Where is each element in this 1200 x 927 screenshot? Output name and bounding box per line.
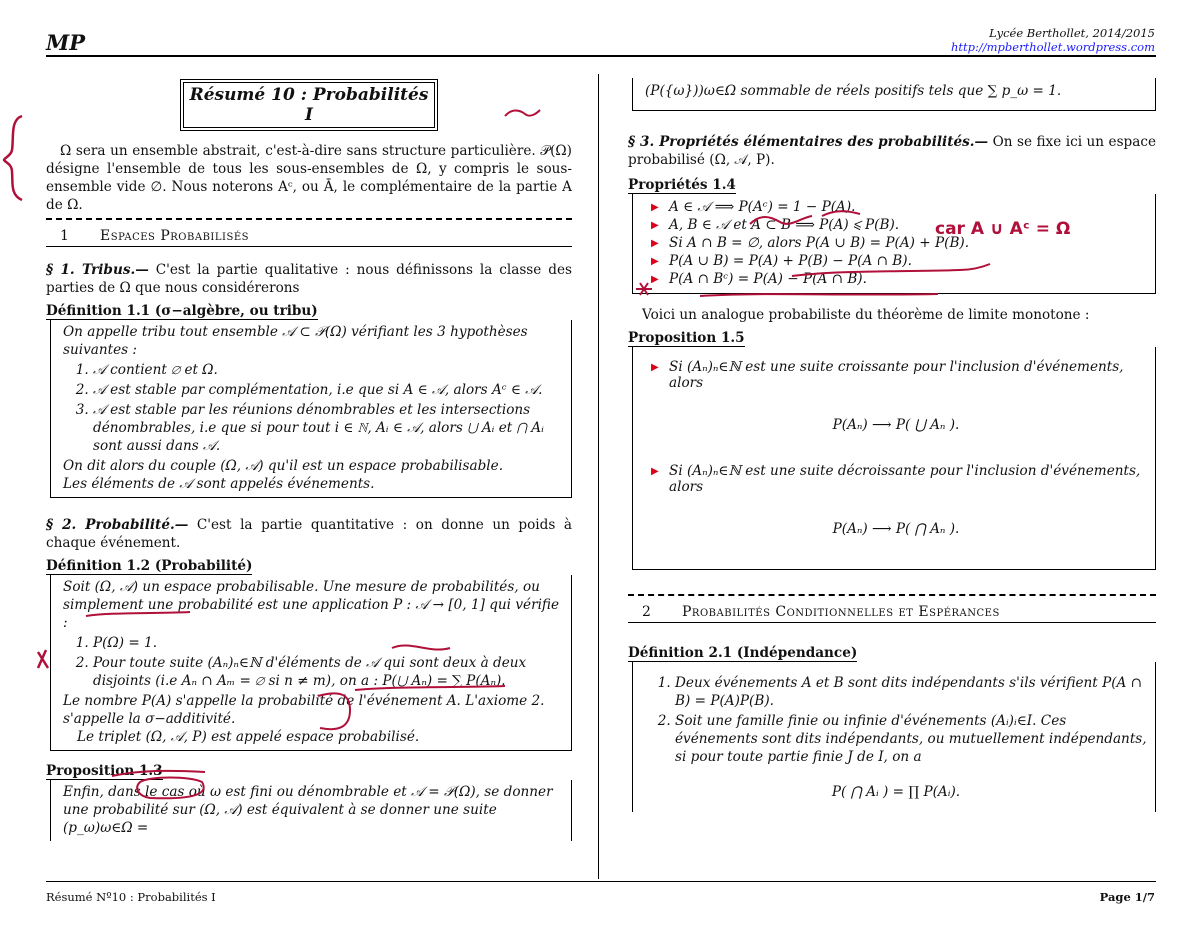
column-divider [598,74,599,879]
definition-conclusion: Le nombre P(A) s'appelle la probabilité de l'événement A. L'axiome 2. s'appelle la σ−additivité. [63,693,545,727]
header-logo: MP [46,30,86,55]
definition-1-1-box [50,320,572,498]
definition-item: 1. 𝒜 contient ∅ et Ω. [93,361,563,379]
section-number: 2 [642,604,652,620]
property-item: ▶ A, B ∈ 𝒜 et A ⊂ B ⟹ P(A) ⩽ P(B). [651,217,1147,233]
analog-sentence: Voici un analogue probabiliste du théorème de limite monotone : [642,307,1090,323]
section-number: 1 [60,228,70,244]
definition-1-2-box [50,575,572,751]
definition-item: 2. Pour toute suite (Aₙ)ₙ∈ℕ d'éléments de 𝒜 qui sont deux à deux disjoints (i.e Aₙ ∩ Aₘ = ∅ si n ≠ m), on a : P(⋃ Aₙ) = ∑ P(Aₙ). [93,654,563,690]
proposition-item: ▶ Si (Aₙ)ₙ∈ℕ est une suite croissante pour l'inclusion d'événements, alors [651,359,1147,391]
proposition-1-3-heading: Proposition 1.3 [46,763,163,779]
proposition-text: (P({ω}))ω∈Ω sommable de réels positifs tels que ∑ p_ω = 1. [645,83,1062,99]
page-number: Page 1/7 [1099,890,1155,904]
blog-link[interactable]: http://mpberthollet.wordpress.com [951,40,1155,54]
limit-formula-intersection: P(Aₙ) ⟶ P( ⋂ Aₙ ). [832,521,960,537]
definition-intro: Soit (Ω, 𝒜) un espace probabilisable. Une mesure de probabilités, ou simplement une probabilité est une application P : 𝒜 → [0, 1] qui vérifie : [63,579,560,631]
subsection-tribus [46,261,572,297]
subsection-text: C'est la partie qualitative : nous définissons la classe des parties de Ω que nous considérerons [46,262,572,296]
right-column [628,70,1156,812]
proposition-1-5-box [632,347,1156,570]
independence-formula: P( ⋂ Aᵢ ) = ∏ P(Aᵢ). [831,784,961,800]
property-item: ▶ P(A ∪ B) = P(A) + P(B) − P(A ∩ B). [651,253,1147,269]
school-name: Lycée Berthollet, 2014/2015 [989,26,1155,40]
subsection-probabilite [46,516,572,552]
definition-2-1-box [632,662,1156,812]
proposition-1-3-continued [632,78,1156,111]
proposition-1-3-box [50,780,572,841]
definition-item: 1. P(Ω) = 1. [93,634,563,652]
proposition-text: Enfin, dans le cas où ω est fini ou dénombrable et 𝒜 = 𝒫(Ω), se donner une probabilité sur (Ω, 𝒜) est équivalent à se donner une suite (p_ω)ω∈Ω = [63,784,553,836]
properties-1-4-heading: Propriétés 1.4 [628,177,736,193]
proposition-item: ▶ Si (Aₙ)ₙ∈ℕ est une suite décroissante pour l'inclusion d'événements, alors [651,463,1147,495]
footer-rule [46,881,1156,882]
properties-1-4-box [632,194,1156,294]
subsection-proprietes [628,133,1156,169]
subsection-heading: § 1. Tribus.— [46,262,149,278]
left-column [46,70,572,841]
definition-1-2-heading: Définition 1.2 (Probabilité) [46,558,253,574]
dashed-rule [46,218,572,220]
definition-intro: On appelle tribu tout ensemble 𝒜 ⊂ 𝒫(Ω) vérifiant les 3 hypothèses suivantes : [63,324,528,358]
footer-title: Résumé Nº10 : Probabilités I [46,890,216,904]
dashed-rule [628,594,1156,596]
limit-formula-union: P(Aₙ) ⟶ P( ⋃ Aₙ ). [832,417,960,433]
section-title: Espaces Probabilisés [100,228,249,244]
property-item: ▶ P(A ∩ Bᶜ) = P(A) − P(A ∩ B). [651,271,1147,287]
header-info [951,26,1155,54]
subsection-heading: § 3. Propriétés élémentaires des probabilités.— [628,134,989,150]
definition-item: 2. 𝒜 est stable par complémentation, i.e que si A ∈ 𝒜, alors Aᶜ ∈ 𝒜. [93,381,563,399]
definition-1-1-heading: Définition 1.1 (σ−algèbre, ou tribu) [46,303,318,319]
property-item: ▶ Si A ∩ B = ∅, alors P(A ∪ B) = P(A) + P(B). [651,235,1147,251]
header-rule [46,55,1156,57]
proposition-1-5-heading: Proposition 1.5 [628,330,745,346]
brace-mark [4,116,22,200]
subsection-heading: § 2. Probabilité.— [46,517,189,533]
subsection-text: On se fixe ici un espace probabilisé (Ω, 𝒜, P). [628,134,1157,168]
intro-paragraph: Ω sera un ensemble abstrait, c'est-à-dire sans structure particulière. 𝒫(Ω) désigne l'ensemble de tous les sous-ensembles de Ω, y compris le sous-ensemble vide ∅. Nous noterons Aᶜ, ou Ā, le complémentaire de la partie A de Ω. [46,143,572,213]
section-2-heading [628,604,1156,623]
definition-conclusion: On dit alors du couple (Ω, 𝒜) qu'il est un espace probabilisable. [63,458,504,474]
subsection-text: C'est la partie quantitative : on donne un poids à chaque événement. [46,517,572,551]
annotation-text: car A ∪ Aᶜ = Ω [935,219,1071,239]
section-1-heading [46,228,572,247]
page-title: Résumé 10 : Probabilités I [183,82,435,128]
definition-conclusion: Le triplet (Ω, 𝒜, P) est appelé espace probabilisé. [77,729,420,745]
definition-2-1-heading: Définition 2.1 (Indépendance) [628,645,858,661]
definition-item: 2. Soit une famille finie ou infinie d'événements (Aᵢ)ᵢ∈I. Ces événements sont dits indépendants, ou mutuellement indépendants, si pour toute partie finie J de I, on a [675,712,1147,766]
section-title: Probabilités Conditionnelles et Espérances [682,604,1000,620]
property-item: ▶ A ∈ 𝒜 ⟹ P(Aᶜ) = 1 − P(A). [651,199,1147,215]
definition-item: 3. 𝒜 est stable par les réunions dénombrables et les intersections dénombrables, i.e que si pour tout i ∈ ℕ, Aᵢ ∈ 𝒜, alors ⋃ Aᵢ et ⋂ Aᵢ sont aussi dans 𝒜. [93,401,563,455]
definition-item: 1. Deux événements A et B sont dits indépendants s'ils vérifient P(A ∩ B) = P(A)P(B). [675,674,1147,710]
definition-conclusion: Les éléments de 𝒜 sont appelés événements. [63,476,375,492]
